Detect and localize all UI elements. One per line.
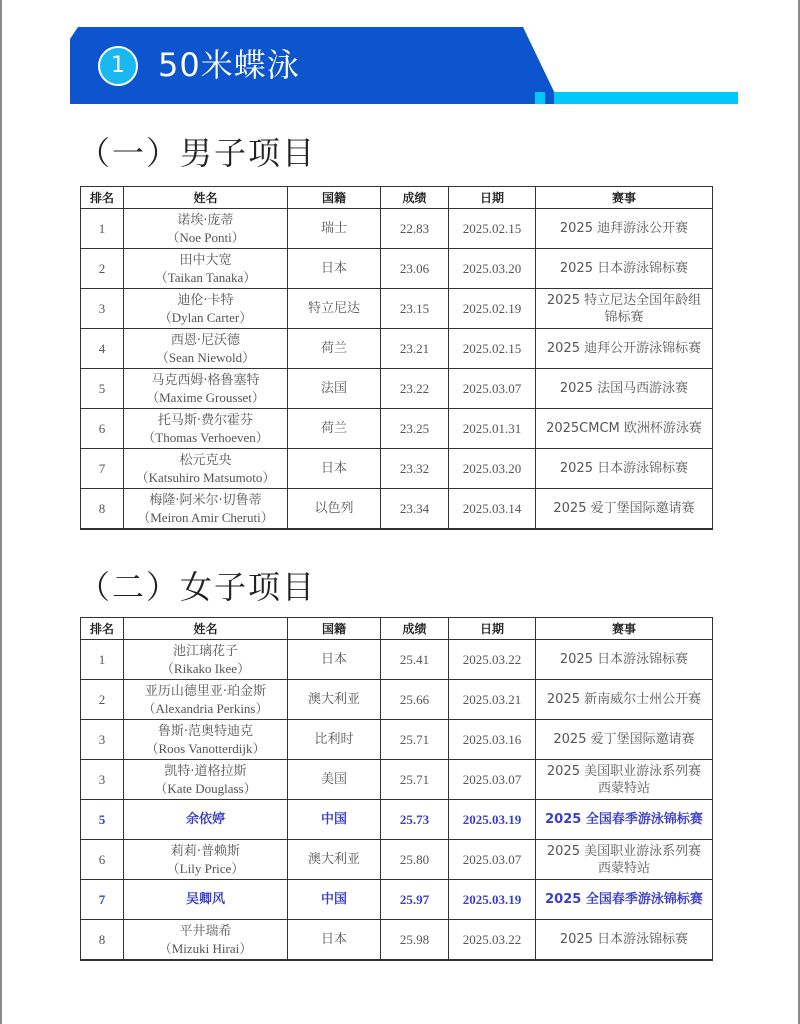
cell-time: 25.73 — [381, 800, 449, 840]
cell-rank: 6 — [81, 409, 124, 449]
cell-rank: 1 — [81, 640, 124, 680]
cell-name — [124, 680, 288, 720]
cell-time: 23.25 — [381, 409, 449, 449]
cell-date: 2025.03.16 — [449, 720, 536, 760]
cell-rank: 2 — [81, 249, 124, 289]
cell-rank: 2 — [81, 680, 124, 720]
cell-time: 22.83 — [381, 209, 449, 249]
cell-date: 2025.03.20 — [449, 249, 536, 289]
cell-nation: 日本 — [288, 449, 381, 489]
name-english: （Rikako Ikee） — [160, 660, 251, 676]
cell-event: 2025 美国职业游泳系列赛西蒙特站 — [536, 840, 713, 880]
cell-event: 2025 美国职业游泳系列赛西蒙特站 — [536, 760, 713, 800]
cell-name — [124, 249, 288, 289]
cell-event: 2025 特立尼达全国年龄组锦标赛 — [536, 289, 713, 329]
cell-date: 2025.03.20 — [449, 449, 536, 489]
cell-rank: 5 — [81, 800, 124, 840]
cell-date: 2025.03.21 — [449, 680, 536, 720]
header-date: 日期 — [449, 187, 536, 209]
name-english: （Thomas Verhoeven） — [142, 429, 269, 445]
table-row — [81, 289, 713, 329]
cell-rank: 8 — [81, 920, 124, 961]
cell-time: 23.15 — [381, 289, 449, 329]
cell-event: 2025 爱丁堡国际邀请赛 — [536, 720, 713, 760]
table-row — [81, 489, 713, 530]
name-chinese: 梅隆·阿米尔·切鲁蒂 — [149, 492, 262, 508]
cell-rank: 1 — [81, 209, 124, 249]
cell-date: 2025.02.15 — [449, 329, 536, 369]
table-row — [81, 209, 713, 249]
table-row — [81, 640, 713, 680]
name-chinese: 池江璃花子 — [172, 643, 238, 659]
cell-date: 2025.03.22 — [449, 640, 536, 680]
cell-event: 2025 法国马西游泳赛 — [536, 369, 713, 409]
cell-time: 25.71 — [381, 720, 449, 760]
table-row — [81, 840, 713, 880]
name-english: （Meiron Amir Cheruti） — [137, 509, 274, 525]
cell-time: 25.98 — [381, 920, 449, 961]
section-title-men: （一）男子项目 — [78, 134, 317, 172]
cell-time: 25.80 — [381, 840, 449, 880]
table-row-highlighted — [81, 880, 713, 920]
cell-event: 2025 日本游泳锦标赛 — [536, 449, 713, 489]
cell-date: 2025.03.14 — [449, 489, 536, 530]
cell-name — [124, 720, 288, 760]
header-rank: 排名 — [81, 618, 124, 640]
cell-event: 2025 迪拜公开游泳锦标赛 — [536, 329, 713, 369]
cell-time: 23.34 — [381, 489, 449, 530]
women-results-table — [80, 617, 713, 961]
cell-event: 2025 迪拜游泳公开赛 — [536, 209, 713, 249]
banner-number-badge: 1 — [98, 46, 138, 86]
cell-rank: 7 — [81, 880, 124, 920]
name-chinese: 余依婷 — [185, 812, 225, 827]
header-date: 日期 — [449, 618, 536, 640]
name-chinese: 平井瑞希 — [179, 923, 232, 939]
cell-date: 2025.03.07 — [449, 369, 536, 409]
table-header-row — [81, 618, 713, 640]
name-chinese: 凯特·道格拉斯 — [164, 763, 247, 779]
cell-name — [124, 880, 288, 920]
header-nation: 国籍 — [288, 618, 381, 640]
name-chinese: 亚历山德里亚·珀金斯 — [144, 683, 267, 699]
men-results-table — [80, 186, 713, 530]
name-english: （Alexandria Perkins） — [142, 700, 269, 716]
header-event: 赛事 — [536, 187, 713, 209]
name-chinese: 田中大宽 — [179, 252, 232, 268]
name-english: （Mizuki Hirai） — [158, 940, 253, 956]
name-chinese: 迪伦·卡特 — [177, 292, 234, 308]
banner-background — [70, 27, 590, 104]
cell-nation: 中国 — [288, 880, 381, 920]
table-row — [81, 249, 713, 289]
cell-date: 2025.02.19 — [449, 289, 536, 329]
cell-name — [124, 449, 288, 489]
name-english: （Kate Douglass） — [154, 780, 257, 796]
cell-nation: 特立尼达 — [288, 289, 381, 329]
cell-name — [124, 760, 288, 800]
cell-name — [124, 840, 288, 880]
cell-date: 2025.03.22 — [449, 920, 536, 961]
banner-accent-square — [535, 92, 545, 104]
cell-nation: 以色列 — [288, 489, 381, 530]
cell-event: 2025 日本游泳锦标赛 — [536, 249, 713, 289]
cell-rank: 5 — [81, 369, 124, 409]
cell-rank: 6 — [81, 840, 124, 880]
name-english: （Taikan Tanaka） — [154, 269, 257, 285]
table-row — [81, 449, 713, 489]
cell-rank: 3 — [81, 760, 124, 800]
cell-name — [124, 409, 288, 449]
name-english: （Maxime Grousset） — [146, 389, 265, 405]
cell-nation: 日本 — [288, 249, 381, 289]
header-event: 赛事 — [536, 618, 713, 640]
cell-name — [124, 369, 288, 409]
table-row — [81, 720, 713, 760]
name-english: （Dylan Carter） — [158, 309, 253, 325]
cell-time: 23.22 — [381, 369, 449, 409]
table-row — [81, 760, 713, 800]
name-chinese: 莉莉·普赖斯 — [170, 843, 241, 859]
name-english: （Noe Ponti） — [166, 229, 245, 245]
banner-title: 50米蝶泳 — [158, 46, 300, 84]
cell-nation: 日本 — [288, 920, 381, 961]
cell-name — [124, 920, 288, 961]
name-english: （Katsuhiro Matsumoto） — [135, 469, 276, 485]
section-banner — [70, 27, 740, 105]
cell-nation: 中国 — [288, 800, 381, 840]
cell-nation: 美国 — [288, 760, 381, 800]
table-row — [81, 920, 713, 961]
name-chinese: 松元克央 — [179, 452, 232, 468]
cell-rank: 8 — [81, 489, 124, 530]
name-chinese: 诺埃·庞蒂 — [177, 212, 234, 228]
name-chinese: 鲁斯·范奥特迪克 — [157, 723, 254, 739]
cell-nation: 澳大利亚 — [288, 680, 381, 720]
name-chinese: 马克西姆·格鲁塞特 — [151, 372, 260, 388]
cell-rank: 3 — [81, 720, 124, 760]
cell-time: 25.66 — [381, 680, 449, 720]
banner-accent-bar — [554, 92, 738, 104]
name-chinese: 吴卿风 — [185, 892, 225, 907]
cell-time: 25.41 — [381, 640, 449, 680]
cell-event: 2025 全国春季游泳锦标赛 — [536, 880, 713, 920]
table-body — [81, 209, 713, 530]
table-body — [81, 640, 713, 961]
table-header-row — [81, 187, 713, 209]
cell-event: 2025CMCM 欧洲杯游泳赛 — [536, 409, 713, 449]
header-nation: 国籍 — [288, 187, 381, 209]
name-english: （Roos Vanotterdijk） — [145, 740, 266, 756]
section-title-women: （二）女子项目 — [78, 568, 317, 606]
table-row — [81, 369, 713, 409]
header-time: 成绩 — [381, 618, 449, 640]
page-edge-left — [0, 0, 2, 1024]
name-english: （Lily Price） — [166, 860, 245, 876]
table-row — [81, 680, 713, 720]
cell-date: 2025.03.07 — [449, 760, 536, 800]
cell-rank: 4 — [81, 329, 124, 369]
cell-nation: 荷兰 — [288, 329, 381, 369]
header-time: 成绩 — [381, 187, 449, 209]
cell-name — [124, 289, 288, 329]
name-chinese: 托马斯·费尔霍芬 — [157, 412, 254, 428]
cell-event: 2025 日本游泳锦标赛 — [536, 640, 713, 680]
cell-time: 23.21 — [381, 329, 449, 369]
cell-date: 2025.03.19 — [449, 800, 536, 840]
cell-nation: 澳大利亚 — [288, 840, 381, 880]
cell-time: 25.97 — [381, 880, 449, 920]
cell-name — [124, 489, 288, 530]
table-row — [81, 409, 713, 449]
cell-name — [124, 640, 288, 680]
cell-date: 2025.03.07 — [449, 840, 536, 880]
cell-date: 2025.02.15 — [449, 209, 536, 249]
cell-nation: 法国 — [288, 369, 381, 409]
name-chinese: 西恩·尼沃德 — [170, 332, 241, 348]
cell-event: 2025 日本游泳锦标赛 — [536, 920, 713, 961]
table-row — [81, 329, 713, 369]
name-english: （Sean Niewold） — [155, 349, 256, 365]
cell-rank: 3 — [81, 289, 124, 329]
cell-date: 2025.01.31 — [449, 409, 536, 449]
cell-date: 2025.03.19 — [449, 880, 536, 920]
header-name: 姓名 — [124, 618, 288, 640]
cell-name — [124, 329, 288, 369]
cell-event: 2025 全国春季游泳锦标赛 — [536, 800, 713, 840]
cell-time: 25.71 — [381, 760, 449, 800]
cell-rank: 7 — [81, 449, 124, 489]
cell-nation: 荷兰 — [288, 409, 381, 449]
cell-name — [124, 800, 288, 840]
cell-name — [124, 209, 288, 249]
table-row-highlighted — [81, 800, 713, 840]
cell-event: 2025 新南威尔士州公开赛 — [536, 680, 713, 720]
cell-nation: 日本 — [288, 640, 381, 680]
cell-nation: 比利时 — [288, 720, 381, 760]
cell-time: 23.32 — [381, 449, 449, 489]
cell-event: 2025 爱丁堡国际邀请赛 — [536, 489, 713, 530]
cell-time: 23.06 — [381, 249, 449, 289]
cell-nation: 瑞士 — [288, 209, 381, 249]
header-rank: 排名 — [81, 187, 124, 209]
header-name: 姓名 — [124, 187, 288, 209]
